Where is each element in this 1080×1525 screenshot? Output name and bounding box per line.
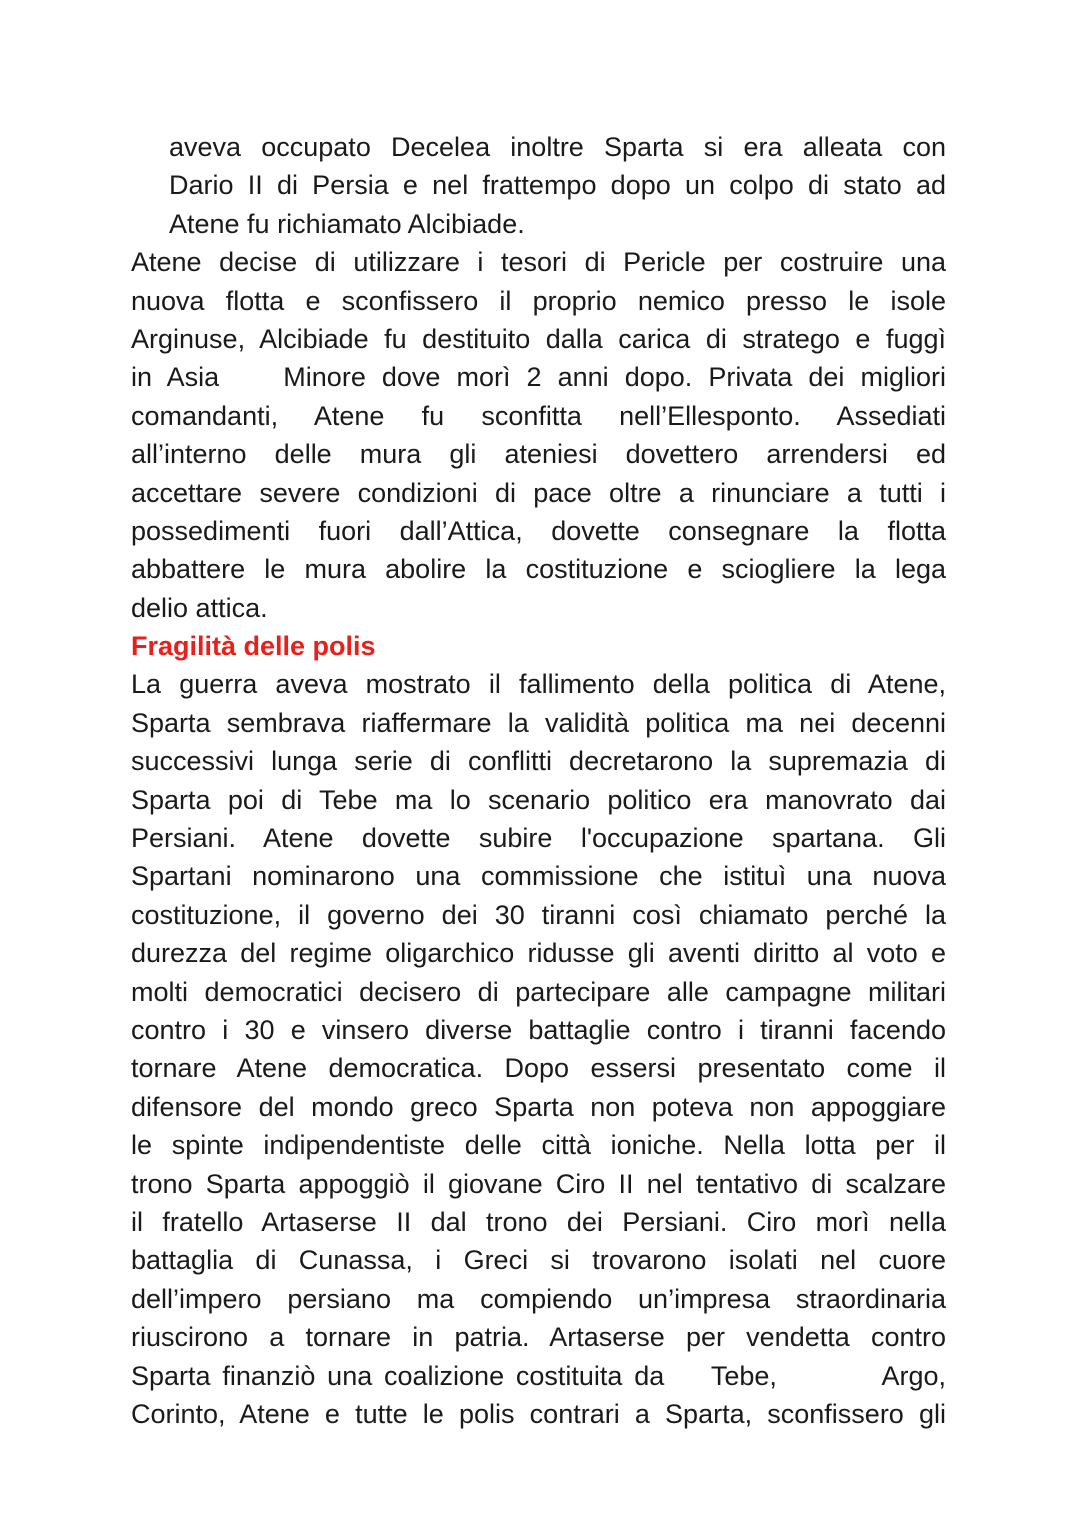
text-line: molti democratici decisero di partecipare alle campagne militari: [131, 976, 946, 1007]
text-line: Arginuse, Alcibiade fu destituito dalla carica di stratego e fuggì: [131, 323, 946, 354]
text-line: contro i 30 e vinsero diverse battaglie contro i tiranni facendo: [131, 1014, 946, 1045]
text-line: tornare Atene democratica. Dopo essersi presentato come il: [131, 1053, 946, 1084]
paragraph-fragility: [131, 665, 946, 1433]
text-line: aveva occupato Decelea inoltre Sparta si era alleata con: [169, 132, 946, 162]
text-line: Sparta finanziò una coalizione costituita da Tebe, Argo,: [131, 1360, 946, 1391]
text-line: Sparta sembrava riaffermare la validità politica ma nei decenni: [131, 707, 946, 738]
text-line: successivi lunga serie di conflitti decretarono la supremazia di: [131, 746, 946, 777]
text-line: Atene fu richiamato Alcibiade.: [169, 208, 525, 239]
text-line: nuova flotta e sconfissero il proprio nemico presso le isole: [131, 285, 946, 316]
text-line: trono Sparta appoggiò il giovane Ciro II nel tentativo di scalzare: [131, 1168, 946, 1199]
text-line: Atene decise di utilizzare i tesori di Pericle per costruire una: [131, 247, 946, 278]
text-line: Dario II di Persia e nel frattempo dopo un colpo di stato ad: [169, 170, 946, 201]
text-line: accettare severe condizioni di pace oltre a rinunciare a tutti i: [131, 477, 946, 508]
text-line: Persiani. Atene dovette subire l'occupazione spartana. Gli: [131, 823, 946, 854]
text-line: dell’impero persiano ma compiendo un’impresa straordinaria: [131, 1283, 946, 1314]
text-line: Spartani nominarono una commissione che istituì una nuova: [131, 861, 946, 892]
text-line: costituzione, il governo dei 30 tiranni così chiamato perché la: [131, 899, 946, 930]
text-line: delio attica.: [131, 592, 268, 623]
text-line: abbattere le mura abolire la costituzione e sciogliere la lega: [131, 554, 946, 585]
text-line: difensore del mondo greco Sparta non poteva non appoggiare: [131, 1091, 946, 1122]
text-line: La guerra aveva mostrato il fallimento della politica di Atene,: [131, 669, 946, 700]
text-line: comandanti, Atene fu sconfitta nell’Ellesponto. Assediati: [131, 400, 946, 431]
document-page: [131, 128, 946, 1433]
text-line: all’interno delle mura gli ateniesi dovettero arrendersi ed: [131, 439, 946, 470]
text-line: durezza del regime oligarchico ridusse gli aventi diritto al voto e: [131, 938, 946, 969]
text-line: in Asia Minore dove morì 2 anni dopo. Privata dei migliori: [131, 362, 946, 393]
section-heading: Fragilità delle polis: [131, 631, 376, 662]
paragraph-continuation: [131, 128, 946, 243]
text-line: riuscirono a tornare in patria. Artaserse per vendetta contro: [131, 1322, 946, 1353]
text-line: possedimenti fuori dall’Attica, dovette consegnare la flotta: [131, 515, 946, 546]
text-line: il fratello Artaserse II dal trono dei Persiani. Ciro morì nella: [131, 1206, 946, 1237]
text-line: Corinto, Atene e tutte le polis contrari a Sparta, sconfissero gli: [131, 1398, 946, 1429]
text-line: battaglia di Cunassa, i Greci si trovarono isolati nel cuore: [131, 1245, 946, 1276]
text-line: Sparta poi di Tebe ma lo scenario politico era manovrato dai: [131, 784, 946, 815]
text-line: le spinte indipendentiste delle città ioniche. Nella lotta per il: [131, 1130, 946, 1161]
paragraph-athens-defeat: [131, 243, 946, 627]
